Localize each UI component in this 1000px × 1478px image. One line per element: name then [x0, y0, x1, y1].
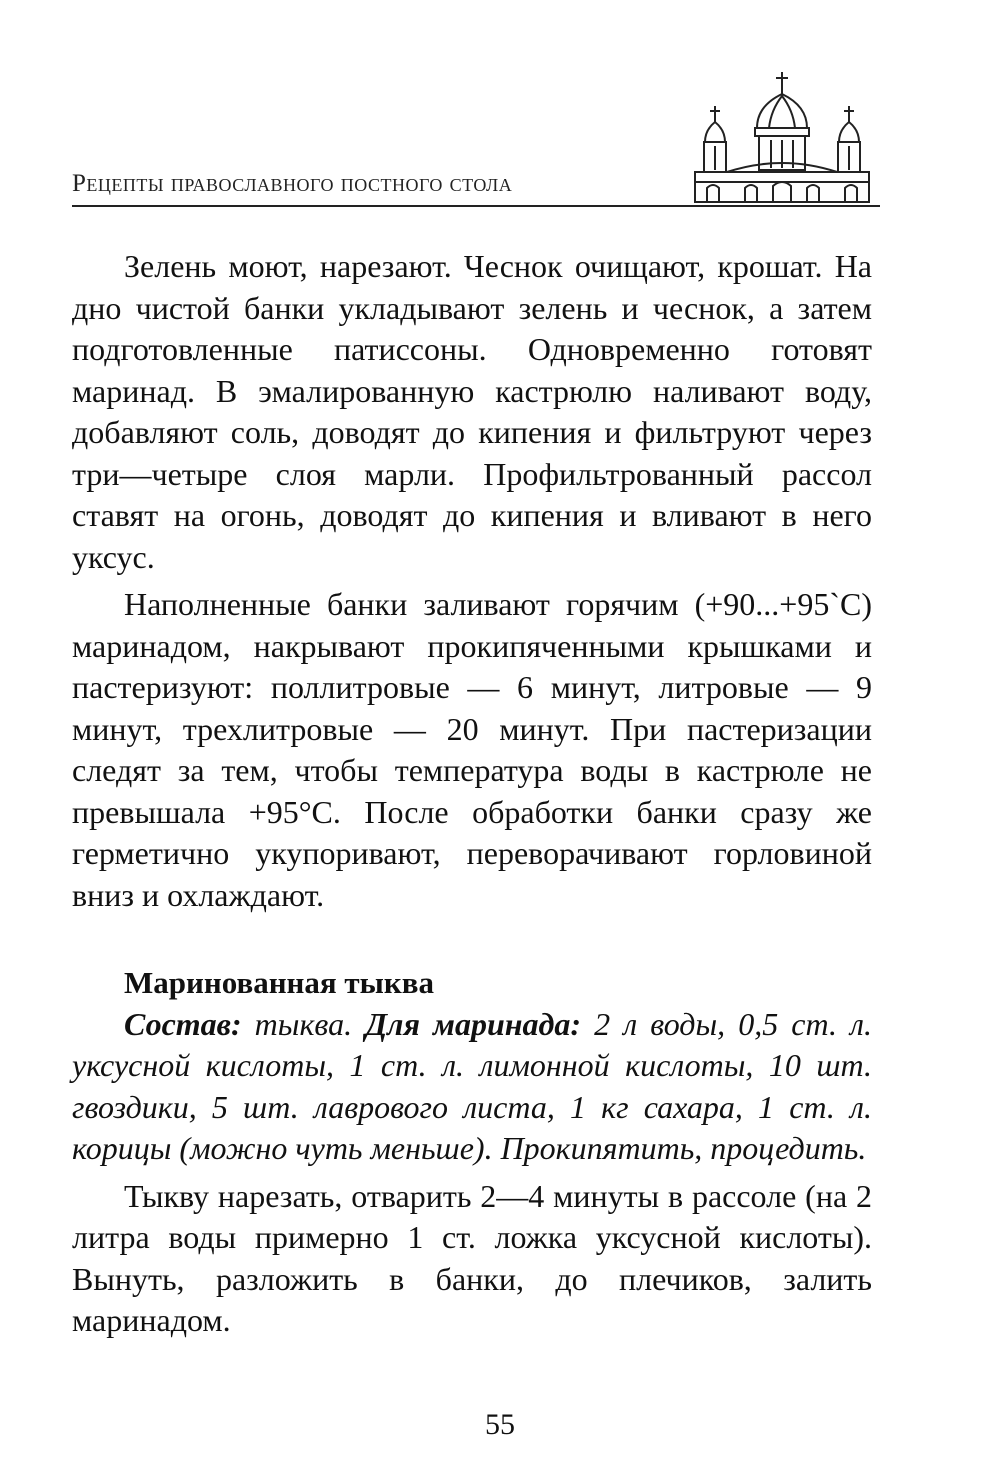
paragraph-2: Наполненные банки заливают горячим (+90...+95`С) маринадом, накрывают прокипяченными крышками и пастеризуют: поллитровые — 6 минут, литровые — 9 минут, трехлитровые — 20 минут. При пастеризации следят за тем, чтобы температура воды в кастрюле не превышала +95°С. После обработки банки сразу же герметично укупоривают, переворачивают горловиной вниз и охлаждают. [72, 586, 872, 913]
cathedral-icon [687, 70, 877, 208]
page-header [72, 70, 880, 210]
marinade-label: Для маринада: [365, 1005, 582, 1042]
header-rule [72, 205, 880, 207]
recipe-title: Маринованная тыква [124, 965, 434, 1000]
page-number: 55 [485, 1408, 515, 1441]
page-body [72, 246, 872, 1342]
paragraph-1: Зелень моют, нарезают. Чеснок очищают, крошат. На дно чистой банки укладывают зелень и чеснок, а затем подготовленные патиссоны. Одновременно готовят маринад. В эмалированную кастрюлю наливают воду, добавляют соль, доводят до кипения и фильтруют через три—четыре слоя марли. Профильтрованный рассол ставят на огонь, доводят до кипения и вливают в него уксус. [72, 248, 872, 575]
composition-text: тыква. [241, 1005, 366, 1042]
composition-label: Состав: [124, 1005, 242, 1042]
marinade-text: 2 л воды, 0,5 ст. л. уксусной кислоты, 1 ст. л. лимонной кислоты, 10 шт. гвоздики, 5 шт. лаврового листа, 1 кг сахара, 1 ст. л. корицы (можно чуть меньше). Прокипятить, процедить. [72, 1005, 873, 1166]
running-title: Рецепты православного постного стола [72, 170, 513, 197]
recipe-instructions: Тыкву нарезать, отварить 2—4 минуты в рассоле (на 2 литра воды примерно 1 ст. ложка уксусной кислоты). Вынуть, разложить в банки, до плечиков, залить маринадом. [72, 1177, 872, 1338]
recipe-ingredients [72, 1004, 872, 1170]
